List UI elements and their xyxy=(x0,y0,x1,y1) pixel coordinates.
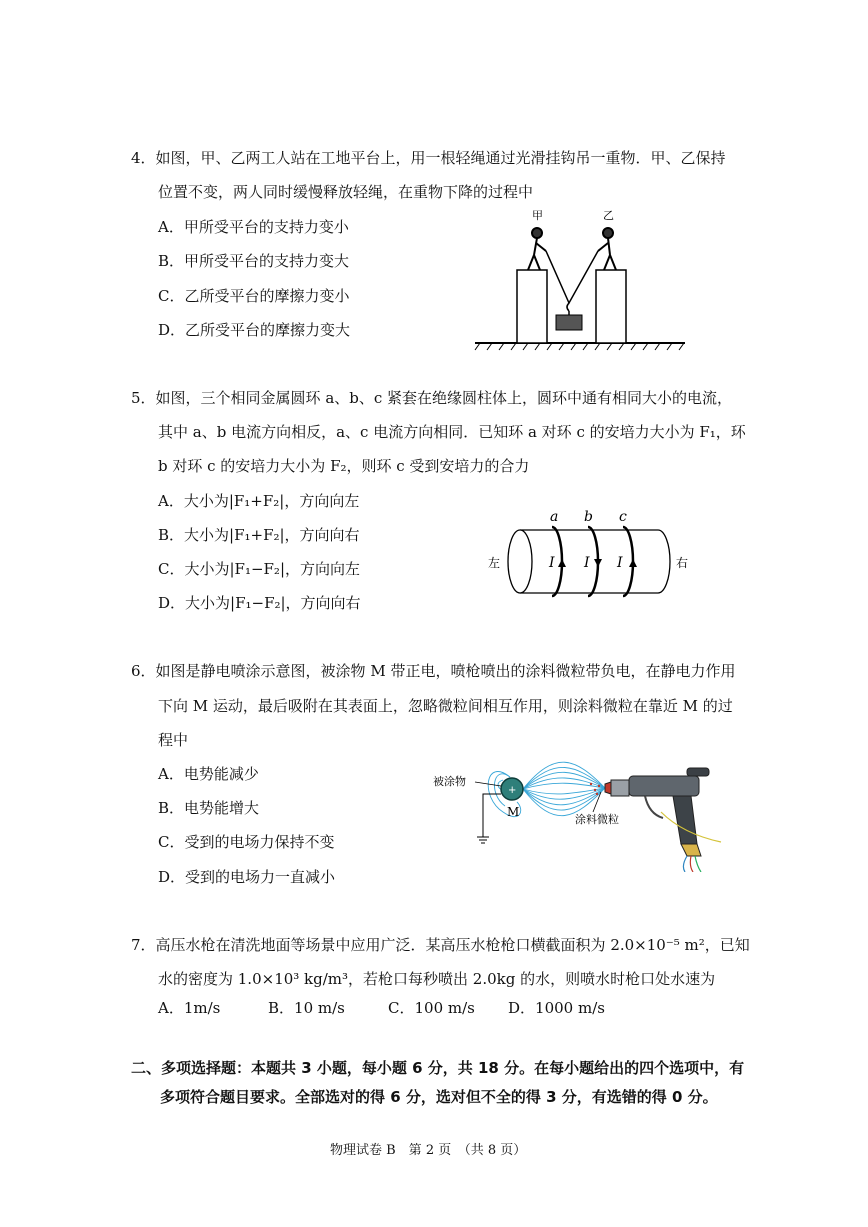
arrow-down-b-icon xyxy=(594,559,602,567)
arrow-up-a-icon xyxy=(558,559,566,567)
ring-c xyxy=(623,527,633,596)
q6-stem-line3: 程中 xyxy=(158,731,189,749)
q5-stem-line2: 其中 a、b 电流方向相反，a、c 电流方向相同．已知环 a 对环 c 的安培力大小为 F₁，环 xyxy=(158,423,746,441)
label-left: 左 xyxy=(488,556,501,570)
q6-option-c: C．受到的电场力保持不变 xyxy=(158,833,335,851)
q6-stem-line1: 6．如图是静电喷涂示意图，被涂物 M 带正电，喷枪喷出的涂料微粒带负电，在静电力作用 xyxy=(131,662,736,680)
q5-stem-line3: b 对环 c 的安培力大小为 F₂，则环 c 受到安培力的合力 xyxy=(158,457,530,475)
q7-stem-line1: 7．高压水枪在清洗地面等场景中应用广泛．某高压水枪枪口横截面积为 2.0×10⁻⁵ m²，已知 xyxy=(131,936,750,954)
q7-option-c: C．100 m/s xyxy=(388,999,475,1017)
q6-option-d: D．受到的电场力一直减小 xyxy=(158,868,336,886)
spray-gun-icon xyxy=(605,768,709,856)
q7-stem-line2: 水的密度为 1.0×10³ kg/m³，若枪口每秒喷出 2.0kg 的水，则喷水时枪口处水速为 xyxy=(158,970,716,988)
platform-left xyxy=(517,270,547,343)
q5-option-c: C．大小为|F₁−F₂|，方向向左 xyxy=(158,560,360,578)
weight-block xyxy=(556,315,582,330)
q6-option-b: B．电势能增大 xyxy=(158,799,260,817)
q7-option-b: B．10 m/s xyxy=(268,999,345,1017)
q7-option-a: A．1m/s xyxy=(158,999,221,1017)
q4-option-d: D．乙所受平台的摩擦力变大 xyxy=(158,321,351,339)
q6-figure-spray xyxy=(425,752,725,872)
q5-stem-line1: 5．如图，三个相同金属圆环 a、b、c 紧套在绝缘圆柱体上，圆环中通有相同大小的电流， xyxy=(131,389,733,407)
q4-figure-workers xyxy=(470,205,690,355)
q4-option-c: C．乙所受平台的摩擦力变小 xyxy=(158,287,350,305)
q6-stem-line2: 下向 M 运动，最后吸附在其表面上，忽略微粒间相互作用，则涂料微粒在靠近 M 的过 xyxy=(158,697,733,715)
ring-label-a: a xyxy=(550,509,559,525)
current-label-c: I xyxy=(617,555,623,571)
label-yi: 乙 xyxy=(603,209,614,222)
ring-label-b: b xyxy=(584,509,593,525)
label-right: 右 xyxy=(676,556,689,570)
q4-option-b: B．甲所受平台的支持力变大 xyxy=(158,252,350,270)
label-jia: 甲 xyxy=(532,209,543,222)
q4-option-a: A．甲所受平台的支持力变小 xyxy=(158,218,349,236)
current-label-a: I xyxy=(549,555,555,571)
q4-stem-line2: 位置不变，两人同时缓慢释放轻绳，在重物下降的过程中 xyxy=(158,183,534,201)
q5-figure-cylinder xyxy=(480,505,700,605)
section2-heading-line1: 二、多项选择题：本题共 3 小题，每小题 6 分，共 18 分。在每小题给出的四个选项中，有 xyxy=(131,1059,745,1077)
worker-jia-icon xyxy=(528,228,546,270)
page-footer: 物理试卷 B 第 2 页 （共 8 页） xyxy=(330,1143,527,1158)
label-object: 被涂物 xyxy=(433,775,466,788)
ring-label-c: c xyxy=(619,509,627,525)
q5-option-b: B．大小为|F₁+F₂|，方向向右 xyxy=(158,526,360,544)
section2-heading-line2: 多项符合题目要求。全部选对的得 6 分，选对但不全的得 3 分，有选错的得 0 分。 xyxy=(160,1088,718,1106)
q6-option-a: A．电势能减少 xyxy=(158,765,259,783)
current-label-b: I xyxy=(584,555,590,571)
q7-option-d: D．1000 m/s xyxy=(508,999,605,1017)
label-particle: 涂料微粒 xyxy=(575,813,619,826)
q4-stem-line1: 4．如图，甲、乙两工人站在工地平台上，用一根轻绳通过光滑挂钩吊一重物．甲、乙保持 xyxy=(131,149,726,167)
plus-sign: + xyxy=(508,785,517,796)
worker-yi-icon xyxy=(598,228,616,270)
platform-right xyxy=(596,270,626,343)
label-m: M xyxy=(507,805,520,819)
arrow-up-c-icon xyxy=(629,559,637,567)
q5-option-d: D．大小为|F₁−F₂|，方向向右 xyxy=(158,594,361,612)
q5-option-a: A．大小为|F₁+F₂|，方向向左 xyxy=(158,492,360,510)
